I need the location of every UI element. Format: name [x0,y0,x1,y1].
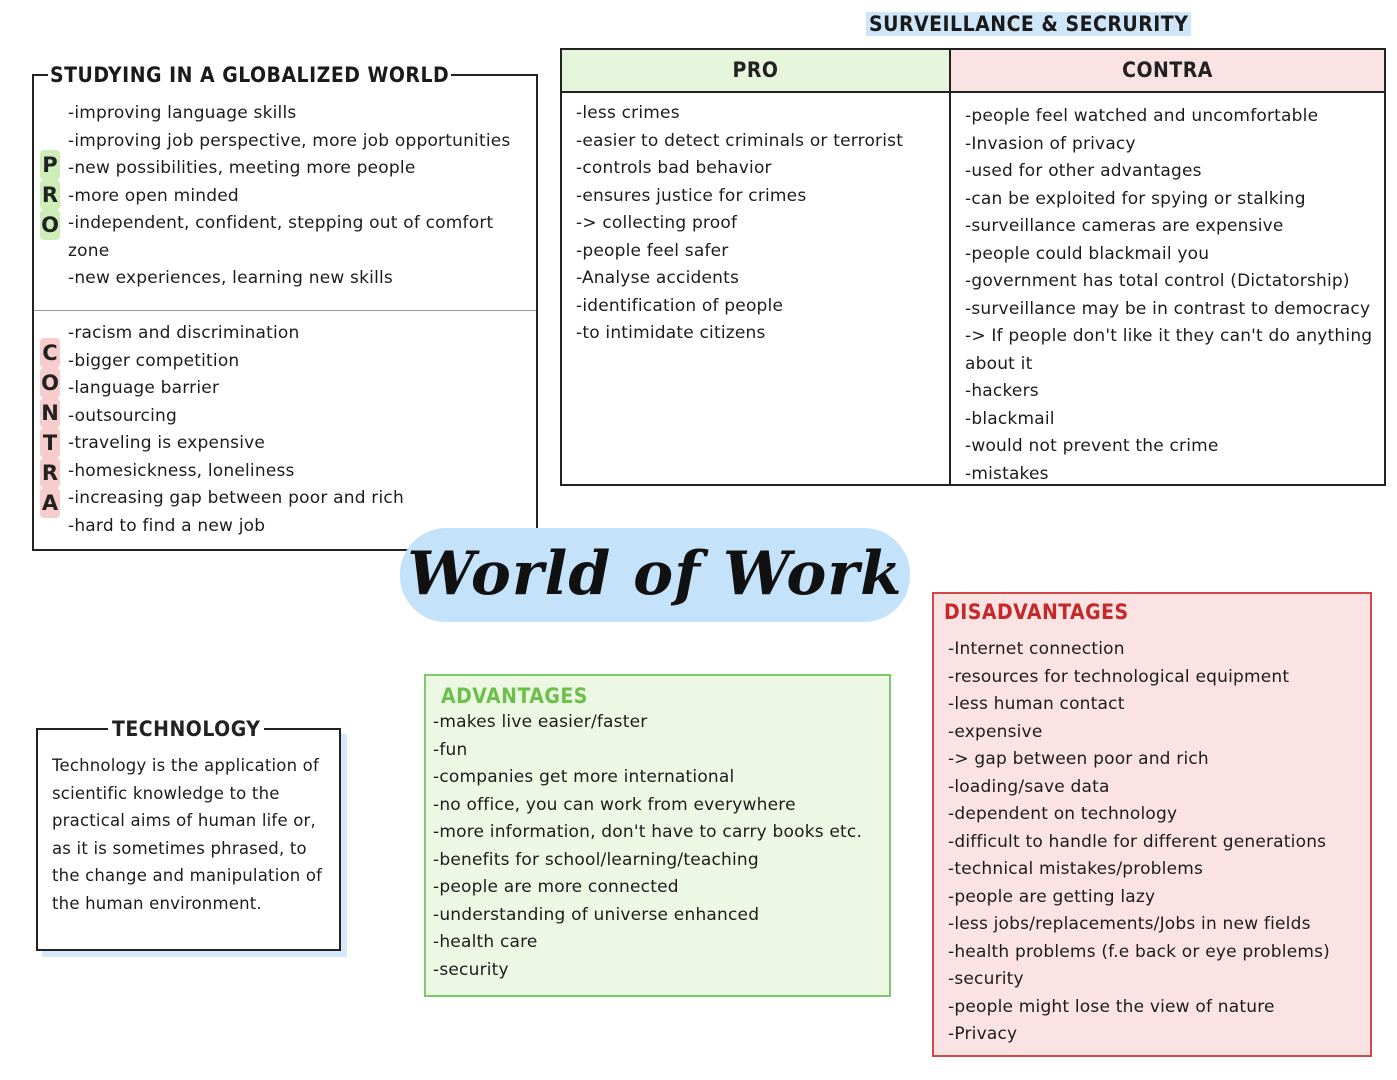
pro-letter: P [40,150,60,180]
list-item: zone [68,240,110,261]
studying-contra-label [40,338,60,518]
list-item: -hard to find a new job [68,515,266,536]
list-item: -difficult to handle for different generations [948,831,1327,852]
list-item: -mistakes [965,463,1049,484]
contra-letter: A [40,488,60,518]
list-item: -dependent on technology [948,804,1178,824]
list-item: -bigger competition [68,350,240,371]
list-item: -makes live easier/faster [433,712,648,732]
list-item: -fun [433,739,468,760]
list-item: -Analyse accidents [576,268,740,288]
disadvantages-title: DISADVANTAGES [944,600,1129,624]
list-item: -to intimidate citizens [576,323,766,343]
surveillance-contra-list [965,103,1372,488]
list-item: -can be exploited for spying or stalking [965,188,1306,209]
list-item: -new possibilities, meeting more people [68,158,416,178]
list-item: -language barrier [68,378,220,398]
list-item: -more information, don't have to carry books etc. [433,822,863,842]
list-item: -traveling is expensive [68,433,266,453]
studying-contra-list [68,320,404,540]
list-item: -health care [433,932,538,952]
list-item: -controls bad behavior [576,158,772,178]
list-item: -people might lose the view of nature [948,996,1275,1017]
contra-letter: T [40,428,60,458]
page-title: World of Work [400,528,910,622]
list-item: -increasing gap between poor and rich [68,488,404,508]
surveillance-pro-header: PRO [562,50,951,93]
list-item: -understanding of universe enhanced [433,904,760,925]
contra-letter: C [40,338,60,368]
contra-letter: N [40,398,60,428]
list-item: -blackmail [965,408,1055,429]
list-item: -new experiences, learning new skills [68,268,393,288]
list-item: -security [433,959,509,980]
technology-box [36,717,341,951]
surveillance-table [560,48,1386,486]
list-item: -people could blackmail you [965,243,1210,264]
list-item: -> gap between poor and rich [948,749,1209,769]
list-item: -people are getting lazy [948,886,1156,907]
list-item: -independent, confident, stepping out of comfort [68,213,494,233]
studying-pro-list [68,100,510,293]
list-item: -people feel safer [576,240,729,261]
studying-title: STUDYING IN A GLOBALIZED WORLD [50,63,450,87]
list-item: -racism and discrimination [68,323,300,343]
surveillance-pro-list [576,100,903,348]
disadvantages-list [948,636,1330,1049]
list-item: -surveillance may be in contrast to democracy [965,298,1371,319]
list-item: -less jobs/replacements/Jobs in new fields [948,914,1311,934]
list-item: -government has total control (Dictatorship) [965,271,1350,291]
list-item: -improving language skills [68,103,297,123]
divider [34,310,536,311]
advantages-title: ADVANTAGES [441,684,588,708]
surveillance-title-text: SURVEILLANCE & SECRURITY [866,12,1191,36]
surveillance-title [866,12,1191,36]
advantages-list [433,709,862,984]
list-item: -Invasion of privacy [965,133,1136,154]
disadvantages-box [932,592,1372,1057]
list-item: about it [965,353,1033,374]
list-item: -less crimes [576,103,680,123]
list-item: -outsourcing [68,405,177,426]
list-item: -easier to detect criminals or terrorist [576,130,904,151]
studying-pro-label [40,150,60,240]
technology-title: TECHNOLOGY [108,716,264,742]
list-item: -Privacy [948,1024,1018,1044]
list-item: -Internet connection [948,639,1125,659]
contra-letter: O [40,368,60,398]
list-item: -expensive [948,721,1043,742]
list-item: -resources for technological equipment [948,666,1290,687]
list-item: -technical mistakes/problems [948,859,1204,879]
list-item: -> collecting proof [576,213,738,233]
list-item: -would not prevent the crime [965,436,1219,456]
list-item: -surveillance cameras are expensive [965,216,1284,236]
list-item: -benefits for school/learning/teaching [433,849,759,870]
list-item: -companies get more international [433,767,735,787]
pro-letter: R [40,180,60,210]
list-item: -no office, you can work from everywhere [433,794,796,815]
list-item: -people feel watched and uncomfortable [965,106,1319,126]
column-divider [949,93,951,484]
contra-letter: R [40,458,60,488]
list-item: -loading/save data [948,776,1110,797]
list-item: -hackers [965,381,1039,401]
list-item: -less human contact [948,694,1125,714]
list-item: -used for other advantages [965,161,1202,181]
list-item: -security [948,969,1024,989]
list-item: -identification of people [576,295,784,316]
list-item: -more open minded [68,185,239,206]
list-item: -people are more connected [433,877,679,897]
pro-letter: O [40,210,60,240]
advantages-box [424,674,891,997]
list-item: -health problems (f.e back or eye problems) [948,941,1331,962]
list-item: -> If people don't like it they can't do anything [965,326,1373,346]
list-item: -improving job perspective, more job opportunities [68,130,511,151]
technology-definition: Technology is the application of scientific knowledge to the practical aims of human life or, as it is sometimes phrased, to the change and manipulation of the human environment. [52,756,323,913]
studying-box [32,63,538,551]
list-item: -ensures justice for crimes [576,185,807,206]
surveillance-contra-header: CONTRA [951,50,1384,93]
list-item: -homesickness, loneliness [68,460,295,481]
